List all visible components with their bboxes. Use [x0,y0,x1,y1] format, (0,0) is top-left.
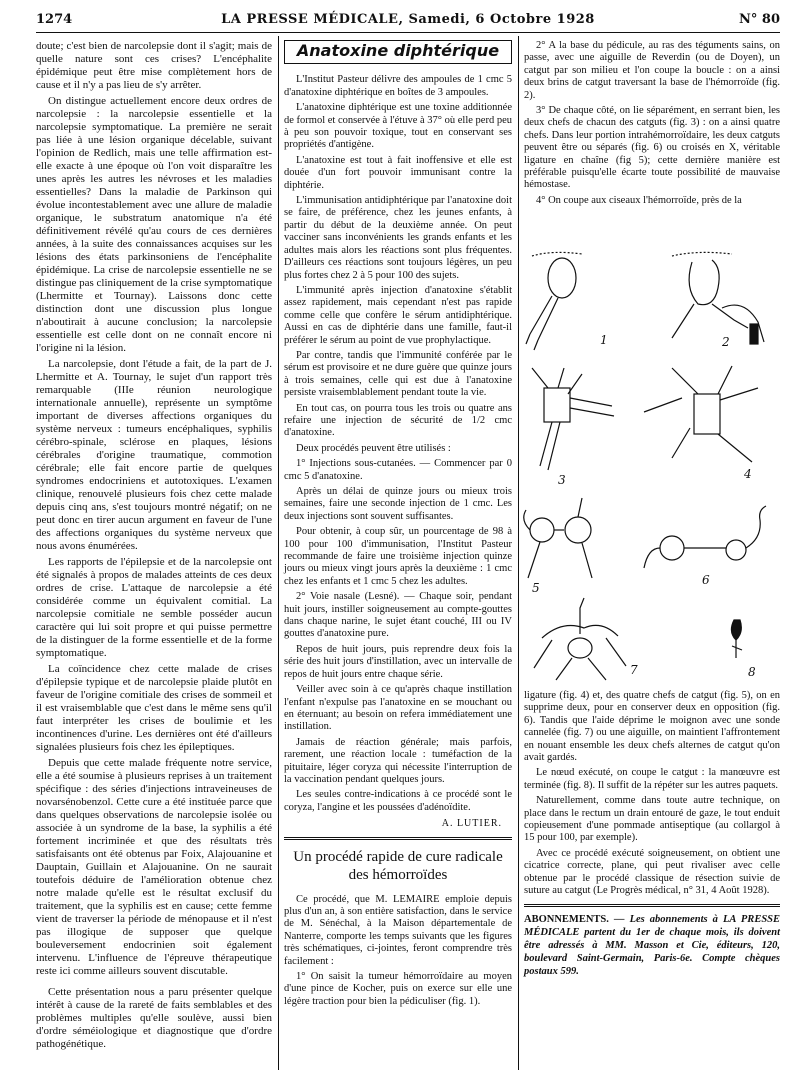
figures-drawing [522,248,780,685]
abonnements-text: — Les abonnements à LA PRESSE MÉDICALE partent du 1er de chaque mois, ils doivent être adressés à MM. Masson et Cie, éditeurs, 120, boulevard Saint-Germain, Paris-6e. Compte chèques postaux 599. [524,913,780,977]
anatoxine-paragraph: 2° Voie nasale (Lesné). — Chaque soir, pendant huit jours, instiller soigneusement au compte-gouttes dans chaque narine, le sujet étant couché, III ou IV gouttes d'anatoxine pure. [284,591,512,640]
section-divider [284,837,512,840]
right-paragraph: 2° A la base du pédicule, au ras des téguments sains, on passe, avec une aiguille de Reverdin (ou de Doyen), un catgut par son milieu et l'on coupe la boucle : on a ainsi deux brins de catgut traversant la base de l'hémorroïde (fig. 2). [524,40,780,101]
left-paragraph: On distingue actuellement encore deux ordres de narcolepsie : la narcolepsie essentielle et la narcolepsie symptomatique. La première ne serait pas liée à une lésion organique décelable, suivant l'opinion de Redlich, mais une telle affirmation est-elle exacte à une époque où l'on voit disparaître les unes après les autres les névroses et les maladies essentielles? Dans la maladie de Parkinson qui évolue incontestablement avec une allure de maladie organique, le substratum anatomique n'a été définitivement révélé qu'au cours de ces dernières années, à la suite des connaissances acquises sur les lésions des états parkinsoniens de l'encéphalite épidémique. La crise de narcolepsie essentielle ne se distingue pas cliniquement de la crise symptomatique (Lhermitte et Tournay). Laissons donc cette distinction dont une discussion plus longue n'aboutirait à aucune conclusion; la narcolepsie essentielle est celle dont on ne connaît encore ni l'origine ni la lésion. [36,95,272,354]
hemorroides-paragraph: Ce procédé, que M. LEMAIRE emploie depuis plus d'un an, à son entière satisfaction, dans le service de M. Sénéchal, à la Maison départementale de Nanterre, comporte les temps suivants que les figures très schématiques, ci-jointes, feront comprendre très facilement : [284,893,512,967]
figure-label: 6 [702,573,710,587]
anatoxine-paragraph: Les seules contre-indications à ce procédé sont le coryza, l'angine et les poussées d'adénoïdite. [284,789,512,813]
anatoxine-paragraph: L'immunisation antidiphtérique par l'anatoxine doit se faire, de préférence, chez les jeunes enfants, à partir du début de la deuxième année. On peut vacciner sans inconvénients les grands enfants et les adultes mais alors les réactions sont plus fréquentes. D'ailleurs ces réactions sont toujours légères, un peu plus fortes chez 2 à 5 pour 100 des sujets. [284,195,512,281]
anatoxine-paragraph: L'anatoxine est tout à fait inoffensive et elle est douée d'un fort pouvoir immunisant contre la diphtérie. [284,154,512,191]
left-paragraph: Cette présentation nous a paru présenter quelque intérêt à cause de la rareté de faits semblables et des problèmes multiples qu'elle soulève, aussi bien d'ordre séméiologique et diagnostique que d'ordre pathogénétique. [36,986,272,1050]
left-paragraph: La coïncidence chez cette malade de crises d'épilepsie typique et de narcolepsie plaide plutôt en faveur de l'origine comitiale des crises de sommeil et il est vraisemblable que c'est dans le même sens qu'il faut interpréter les crises de boulimie et les incontinences d'urine. Les dernières ont été d'ailleurs signalées plusieurs fois chez les épileptiques. [36,663,272,753]
article-title-hemorroides: Un procédé rapide de cure radicale des hémorroïdes [293,848,503,883]
anatoxine-paragraph: Jamais de réaction générale; mais parfois, rarement, une réaction locale : tuméfaction de la pituitaire, léger coryza qui nécessite l'interruption de la vaccination pendant quelques jours. [284,736,512,785]
page-header [36,12,780,30]
anatoxine-paragraph: Veiller avec soin à ce qu'après chaque instillation l'enfant n'expulse pas l'anatoxine en se mouchant ou en éternuant; au besoin on refera immédiatement une instillation. [284,684,512,733]
left-paragraph: doute; c'est bien de narcolepsie dont il s'agit; mais de quelle nature sont ces crises? L'encéphalite épidémique peut être mise complètement hors de cause et il n'y a pas lieu de s'y arrêter. [36,40,272,91]
anatoxine-paragraph: Repos de huit jours, puis reprendre deux fois la série des huit jours d'instillation, avec un intervalle de repos de huit jours entre chaque série. [284,643,512,680]
left-paragraph: Depuis que cette malade fréquente notre service, elle a été soumise à plusieurs reprises à un traitement spécifique : des séries d'injections intraveineuses de novarsénobenzol. Cette cure a été instituée parce que dans quelques observations de narcolepsie isolée ou associée à un syndrome de la base, la syphilis a été fortement incriminée et que des résultats très satisfaisants ont été obtenus par Foix, Alajouanine et Dauptain, Guillain et Alajouanine. On ne saurait toutefois déduire de l'amélioration obtenue chez notre malade qu'elle est le résultat exclusif du traitement, que la syphilis est en cause; cette femme vient de traverser la période de ménopause et il n'est pas illogique de supposer que quelque bouleversement endocrinien soit également intervenu. L'influence de l'épreuve thérapeutique reste ici comme ailleurs souvent discutable. [36,757,272,977]
figure-label: 5 [532,581,540,595]
anatoxine-paragraph: 1° Injections sous-cutanées. — Commencer par 0 cmc 5 d'anatoxine. [284,458,512,482]
left-paragraph: Les rapports de l'épilepsie et de la narcolepsie ont été signalés à propos de malades atteints de ces deux ordres de crise. L'attaque de narcolepsie a été considérée comme un équivalent comitial. La narcolepsie comitiale ne semble posséder aucun caractère qui lui soit propre et qui puisse permettre de la distinguer de la forme essentielle et de la forme symptomatique. [36,556,272,659]
figure-label: 3 [558,473,566,487]
anatoxine-paragraph: L'anatoxine diphtérique est une toxine additionnée de formol et conservée à l'étuve à 37° où elle perd peu à peu son pouvoir toxique, tout en conservant ses propriétés d'antigène. [284,102,512,151]
right-paragraph: Naturellement, comme dans toute autre technique, on place dans le rectum un drain entouré de gaze, le tout enduit copieusement d'une pommade antiseptique (au collargol à 15 pour 100, par exemple). [524,795,780,844]
right-paragraph: Le nœud exécuté, on coupe le catgut : la manœuvre est terminée (fig. 8). Il suffit de la répéter sur les autres paquets. [524,767,780,791]
abonnements-notice [524,913,780,978]
section-divider [524,904,780,907]
figure-label: 4 [744,467,752,481]
anatoxine-paragraph: Deux procédés peuvent être utilisés : [296,442,451,454]
figure-label: 2 [722,335,730,349]
right-column-top [524,40,780,210]
anatoxine-paragraph: Après un délai de quinze jours ou mieux trois semaines, faire une seconde injection de 1 cmc. Les deux injections sont souvent suffisantes. [284,486,512,522]
right-paragraph: ligature (fig. 4) et, des quatre chefs de catgut (fig. 5), on en supprime deux, pour en conserver deux en opposition (fig. 6). Tandis que l'aide déprime le moignon avec une sonde cannelée (fig. 7) ou une aiguille, on maintient l'affrontement en nouant ensemble les deux chefs alternes de catgut qu'on avait gardés. [524,690,780,764]
left-column [36,40,272,1054]
right-column-bottom [524,690,780,978]
anatoxine-paragraph: Par contre, tandis que l'immunité conférée par le sérum est provisoire et ne dure guère que quinze jours à trois semaines, celle qui est due à l'anatoxine persiste vraisemblablement pendant toute la vie. [284,349,512,399]
right-paragraph: 4° On coupe aux ciseaux l'hémorroïde, près de la [536,194,742,206]
left-paragraph: La narcolepsie, dont l'étude a fait, de la part de J. Lhermitte et A. Tournay, le sujet d'un rapport très remarquable (IIIe réunion neurologique internationale annuelle), représente un symptôme important de diverses affections organiques du système nerveux : tumeurs encéphaliques, syphilis cérébro-spinale, sclérose en plaques, lésions cérébrales d'origine traumatique, commotion cérébrale; elle fait encore partie de quelques syndromes endocriniens et autotoxiques. L'examen clinique, renouvelé plusieurs fois chez cette malade depuis cinq ans, s'est toujours montré négatif; on ne peut donc en tirer aucun argument en faveur de l'une des affections organiques du système nerveux que nous avons énumérées. [36,358,272,552]
right-paragraph: Avec ce procédé exécuté soigneusement, on obtient une cicatrice correcte, plane, qui peut rivaliser avec celle obtenue par le procédé classique de résection suivie de suture au catgut (Le Progrès médical, n° 31, 4 Août 1928). [524,847,780,897]
figure-label: 1 [600,333,608,347]
surgical-figures [522,248,780,685]
hemorroides-paragraph: 1° On saisit la tumeur hémorroïdaire au moyen d'une pince de Kocher, puis on exerce sur elle une légère traction pour bien la pédiculiser (fig. 1). [284,971,512,1007]
column-divider-left [278,36,279,1070]
anatoxine-paragraph: En tout cas, on pourra tous les trois ou quatre ans refaire une injection de sécurité de 1/2 cmc d'anatoxine. [284,402,512,439]
middle-column [284,40,512,1011]
journal-title: LA PRESSE MÉDICALE, Samedi, 6 Octobre 1928 [221,12,595,27]
abonnements-heading: ABONNEMENTS. [524,913,609,925]
right-paragraph: 3° De chaque côté, on lie séparément, en serrant bien, les deux chefs de chacun des catguts (fig. 3) : on a ainsi quatre chefs. Dans leur portion intrahémorroïdaire, les deux catguts peuvent être ou séparés (fig. 6) ou croisés en X, véritable ligature en chaîne (fig 5); cette dernière manière est préférable puisqu'elle écarte toute possibilité de mauvaise hémostase. [524,105,780,191]
page-number: 1274 [36,12,73,27]
article-title-anatoxine: Anatoxine diphtérique [284,40,512,64]
column-divider-right [518,36,519,1070]
figure-label: 8 [748,665,756,679]
figure-label: 7 [630,663,638,677]
signature: A. LUTIER. [441,818,502,830]
header-rule [36,32,780,33]
anatoxine-paragraph: Pour obtenir, à coup sûr, un pourcentage de 98 à 100 pour 100 d'immunisation, l'Institut Pasteur recommande de faire une troisième injection quinze jours ou mieux vingt jours après la deuxième : 1 cmc chez les enfants et 1 cmc 5 chez les adultes. [284,526,512,587]
anatoxine-paragraph: L'immunité après injection d'anatoxine s'établit assez rapidement, mais cependant n'est pas rapide comme celle que confère le sérum antidiphtérique. Aussi en cas de diphtérie dans une famille, faut-il préférer le sérum au point de vue prophylactique. [284,284,512,346]
issue-number: N° 80 [739,12,780,27]
anatoxine-paragraph: L'Institut Pasteur délivre des ampoules de 1 cmc 5 d'anatoxine diphtérique en boîtes de 3 ampoules. [284,74,512,98]
